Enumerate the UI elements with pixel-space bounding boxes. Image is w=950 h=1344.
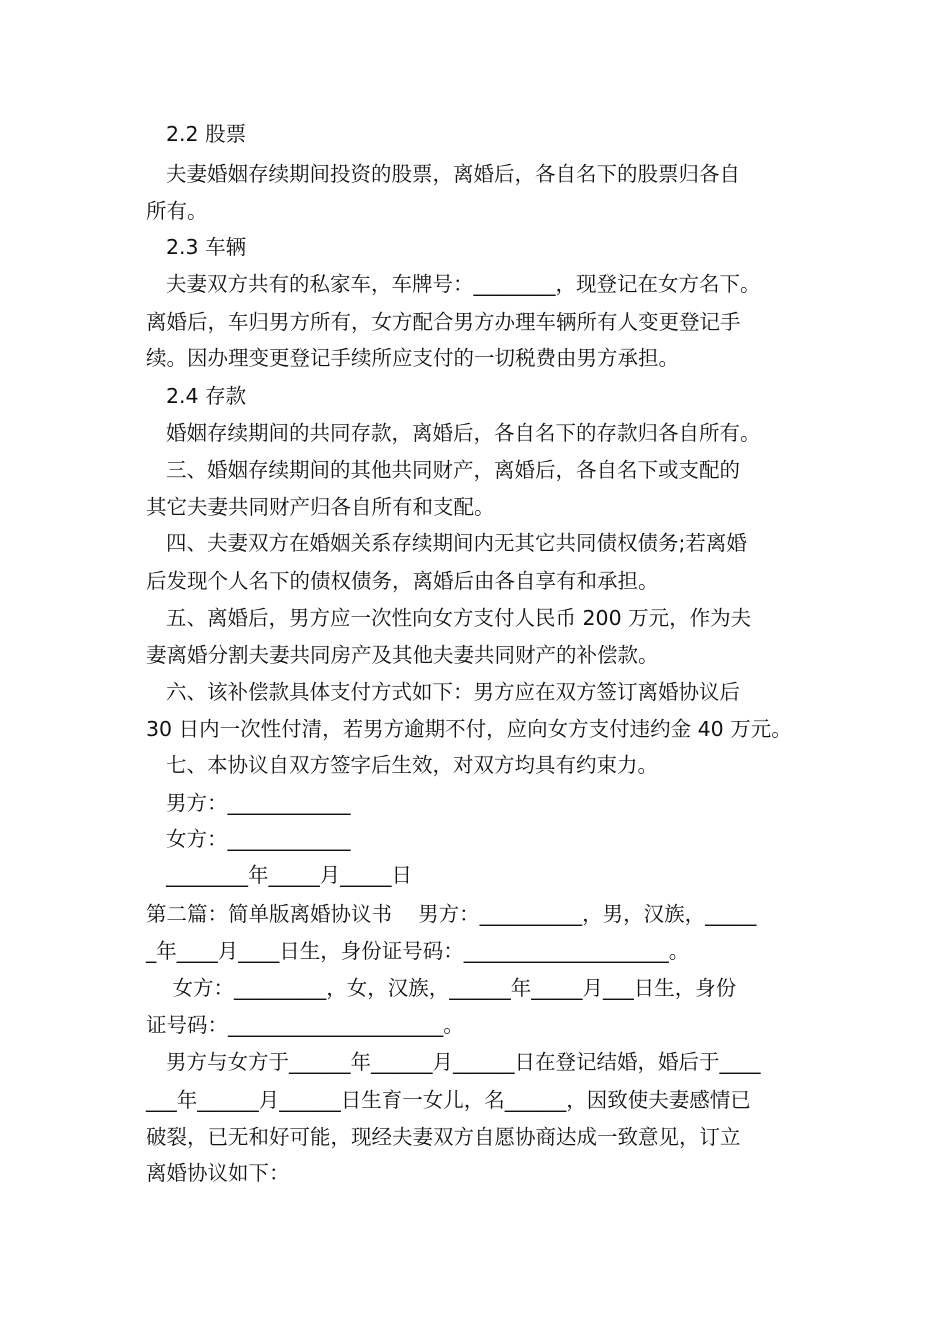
signature-line-female: 女方：____________ bbox=[166, 827, 351, 851]
paragraph-line: 婚姻存续期间的共同存款，离婚后，各自名下的存款归各自所有。 bbox=[166, 421, 761, 445]
paragraph-line: 其它夫妻共同财产归各自所有和支配。 bbox=[146, 495, 495, 519]
paragraph-line: 五、离婚后，男方应一次性向女方支付人民币 200 万元，作为夫 bbox=[166, 606, 752, 630]
paragraph-line: 夫妻婚姻存续期间投资的股票，离婚后，各自名下的股票归各自 bbox=[166, 162, 740, 186]
paragraph-line: 七、本协议自双方签字后生效，对双方均具有约束力。 bbox=[166, 753, 658, 777]
paragraph-line: 四、夫妻双方在婚姻关系存续期间内无其它共同债权债务;若离婚 bbox=[166, 531, 747, 555]
paragraph-line: ___年______月______日生育一女儿，名______，因致使夫妻感情已 bbox=[146, 1088, 751, 1112]
paragraph-line: 妻离婚分割夫妻共同房产及其他夫妻共同财产的补偿款。 bbox=[146, 643, 659, 667]
signature-line-male: 男方：____________ bbox=[166, 791, 351, 815]
paragraph-line: 男方与女方于______年______月______日在登记结婚，婚后于____ bbox=[166, 1050, 761, 1074]
paragraph-line: 三、婚姻存续期间的其他共同财产，离婚后，各自名下或支配的 bbox=[166, 458, 740, 482]
paragraph-line: 所有。 bbox=[146, 199, 208, 223]
date-line: ________年_____月_____日 bbox=[166, 863, 412, 887]
paragraph-line: 后发现个人名下的债权债务，离婚后由各自享有和承担。 bbox=[146, 569, 659, 593]
paragraph-line: 离婚协议如下： bbox=[146, 1161, 290, 1185]
section-heading-stocks: 2.2 股票 bbox=[166, 122, 247, 146]
paragraph-line: _年____月____日生，身份证号码：____________________。 bbox=[146, 939, 690, 963]
second-part-heading: 第二篇：简单版离婚协议书 男方：__________，男，汉族，_____ bbox=[146, 902, 757, 926]
paragraph-line: 离婚后，车归男方所有，女方配合男方办理车辆所有人变更登记手 bbox=[146, 310, 741, 334]
paragraph-line: 女方：_________，女，汉族，______年_____月___日生，身份 bbox=[166, 976, 737, 1000]
paragraph-line: 六、该补偿款具体支付方式如下：男方应在双方签订离婚协议后 bbox=[166, 680, 740, 704]
section-heading-deposits: 2.4 存款 bbox=[166, 384, 247, 408]
paragraph-line: 破裂，已无和好可能，现经夫妻双方自愿协商达成一致意见，订立 bbox=[146, 1125, 741, 1149]
paragraph-line: 夫妻双方共有的私家车，车牌号：________，现登记在女方名下。 bbox=[166, 272, 761, 296]
paragraph-line: 续。因办理变更登记手续所应支付的一切税费由男方承担。 bbox=[146, 346, 679, 370]
paragraph-line: 30 日内一次性付清，若男方逾期不付，应向女方支付违约金 40 万元。 bbox=[146, 717, 792, 741]
section-heading-vehicle: 2.3 车辆 bbox=[166, 235, 247, 259]
paragraph-line: 证号码：_____________________。 bbox=[146, 1013, 464, 1037]
